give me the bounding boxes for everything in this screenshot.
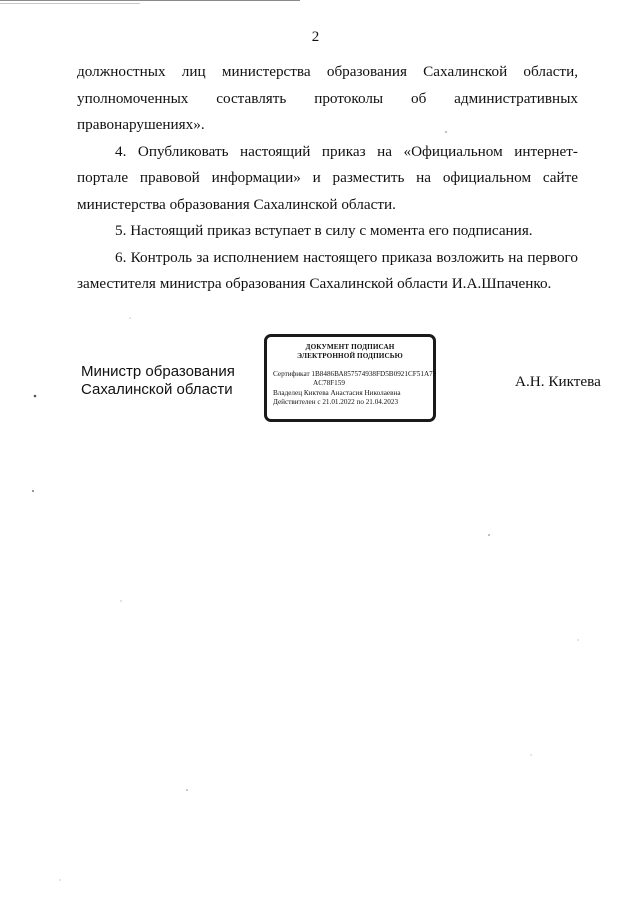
paragraph-3-line-3: правонарушениях». [77,116,205,133]
stamp-title-line-2: ЭЛЕКТРОННОЙ ПОДПИСЬЮ [297,352,403,361]
paragraph-4: 4. Опубликовать настоящий приказ на «Официальном интернет-портале правовой информации» и разместить на официальном сайте министерства образования Сахалинской области. [77,142,578,213]
stamp-owner: Владелец Киктева Анастасия Николаевна [273,388,401,397]
signatory-position-line-1: Министр образования [81,363,235,380]
paragraph-3-line-1: должностных лиц министерства образования Сахалинской области, [77,63,578,80]
paragraph-6: 6. Контроль за исполнением настоящего приказа возложить на первого заместителя министра образования Сахалинской области И.А.Шпаченко. [77,248,578,292]
stamp-certificate: Сертификат 1В8486ВА857574938FD5В0921СF51А70 [273,369,437,378]
signatory-position-line-2: Сахалинской области [81,381,233,398]
paragraph-5: 5. Настоящий приказ вступает в силу с момента его подписания. [115,222,533,239]
stamp-title-line-1: ДОКУМЕНТ ПОДПИСАН [305,343,395,351]
signatory-name: А.Н. Киктева [515,373,601,390]
paragraph-3-line-2: уполномоченных составлять протоколы об административных [77,89,578,107]
stamp-validity: Действителен с 21.01.2022 по 21.04.2023 [273,398,399,407]
page-number: 2 [311,29,320,45]
stamp-certificate-cont: AC78F159 [313,379,345,388]
